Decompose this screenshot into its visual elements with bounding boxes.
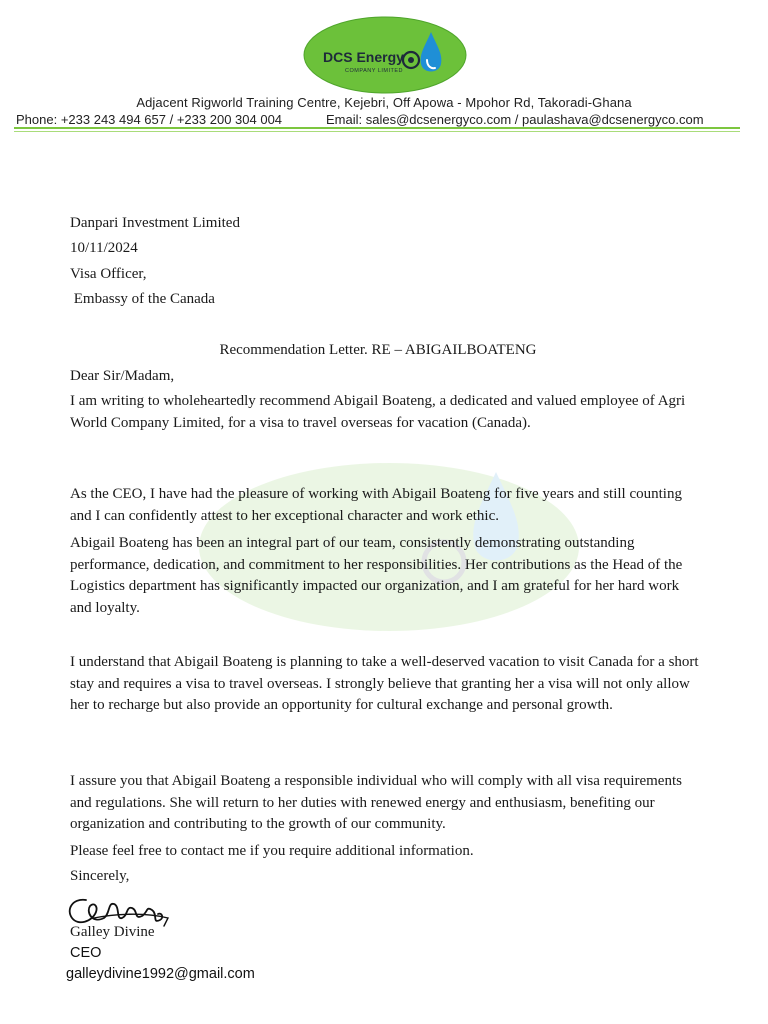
header-rule [14, 127, 740, 129]
company-logo [303, 16, 467, 94]
salutation: Dear Sir/Madam, [70, 368, 175, 384]
paragraph-intro: I am writing to wholeheartedly recommend Abigail Boateng, a dedicated and valued employee of Agri World Company Limited, for a visa to travel overseas for vacation (Canada). [70, 393, 686, 431]
recipient-title: Visa Officer, [70, 266, 147, 282]
signer-email: galleydivine1992@gmail.com [66, 966, 255, 982]
recipient-company: Danpari Investment Limited [70, 215, 240, 231]
header-rule-thin [14, 131, 740, 132]
logo-company-name: DCS Energy [323, 49, 404, 65]
contact-note: Please feel free to contact me if you require additional information. [70, 843, 474, 859]
recipient-embassy: Embassy of the Canada [70, 291, 215, 307]
closing: Sincerely, [70, 868, 130, 884]
company-email: Email: sales@dcsenergyco.com / paulashava@dcsenergyco.com [326, 112, 704, 127]
paragraph-contributions: Abigail Boateng has been an integral part of our team, consistently demonstrating outstanding performance, dedication, and commitment to her responsibilities. Her contributions as the Head of the Logistics department has significantly impacted our organization, and I am grateful for her hard work and loyalty. [70, 535, 683, 616]
signer-title: CEO [70, 945, 102, 961]
company-contact [16, 112, 756, 127]
company-phone: Phone: +233 243 494 657 / +233 200 304 004 [16, 112, 283, 127]
paragraph-ceo: As the CEO, I have had the pleasure of working with Abigail Boateng for five years and still counting and I can confidently attest to her exceptional character and work ethic. [70, 486, 682, 524]
paragraph-vacation: I understand that Abigail Boateng is planning to take a well-deserved vacation to visit Canada for a short stay and requires a visa to travel overseas. I strongly believe that granting her a visa will not only allow her to recharge but also provide an opportunity for cultural exchange and personal growth. [70, 654, 699, 713]
company-address: Adjacent Rigworld Training Centre, Kejebri, Off Apowa - Mpohor Rd, Takoradi-Ghana [136, 95, 632, 110]
letter-subject: Recommendation Letter. RE – ABIGAILBOATENG [219, 342, 537, 358]
signer-name: Galley Divine [70, 924, 155, 940]
paragraph-assurance: I assure you that Abigail Boateng a responsible individual who will comply with all visa requirements and regulations. She will return to her duties with renewed energy and enthusiasm, benefiting our organization and contributing to the growth of our community. [70, 773, 682, 832]
logo-company-sub: COMPANY LIMITED [345, 68, 404, 74]
letter-date: 10/11/2024 [70, 240, 138, 256]
